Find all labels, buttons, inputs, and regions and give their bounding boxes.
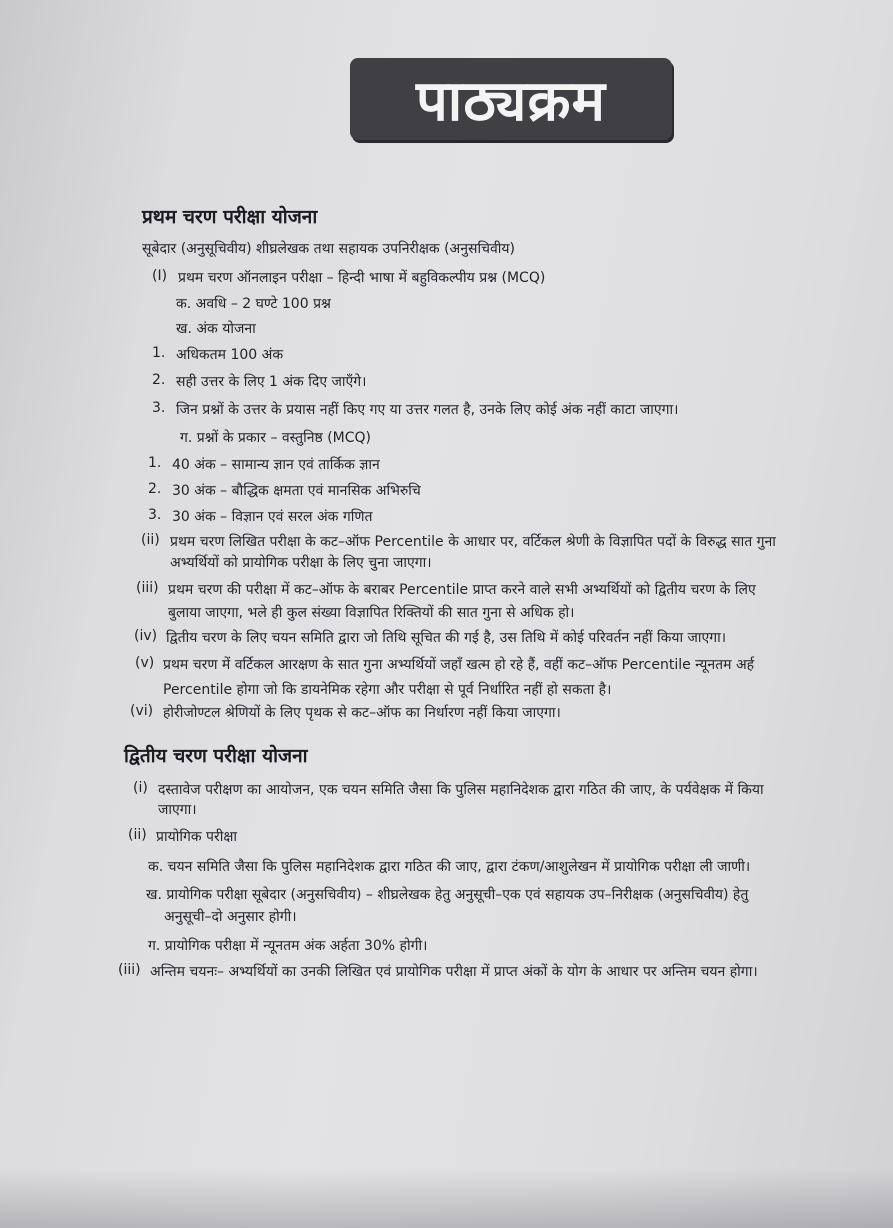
sub-item: ख. प्रायोगिक परीक्षा सूबेदार (अनुसचिवीय) – शीघ्रलेखक हेतु अनुसूची–एक एवं सहायक उप–निरीक्षक (अनुसचिवीय) हेतु (146, 887, 749, 903)
item-label: (vi) (130, 703, 154, 719)
section1-heading: प्रथम चरण परीक्षा योजना (142, 206, 318, 228)
list-number: 1. (152, 345, 166, 361)
list-item: 30 अंक – विज्ञान एवं सरल अंक गणित (172, 509, 373, 525)
list-item: अधिकतम 100 अंक (176, 347, 284, 363)
item-text: Percentile होगा जो कि डायनेमिक रहेगा और परीक्षा से पूर्व निर्धारित नहीं हो सकता है। (163, 682, 612, 698)
item-label: (v) (135, 655, 155, 671)
item-label: (iv) (134, 628, 158, 644)
title-banner (350, 58, 672, 140)
item-text: प्रथम चरण की परीक्षा में कट–ऑफ के बराबर Percentile प्राप्त करने वाले सभी अभ्यर्थियों को द्वितीय चरण के लिए (168, 582, 756, 598)
sub-item: ग. प्रश्नों के प्रकार – वस्तुनिष्ठ (MCQ) (180, 430, 371, 446)
item-text: प्रायोगिक परीक्षा (156, 829, 238, 845)
page-shadow (0, 1168, 893, 1228)
item-label: (ii) (141, 532, 160, 548)
item-label: (iii) (118, 962, 141, 978)
list-item: 30 अंक – बौद्धिक क्षमता एवं मानसिक अभिरुचि (172, 483, 421, 499)
list-number: 3. (148, 507, 162, 523)
item-text: अभ्यर्थियों को प्रायोगिक परीक्षा के लिए चुना जाएगा। (170, 555, 432, 571)
item-text: होरीजोण्टल श्रेणियों के लिए पृथक से कट–ऑफ का निर्धारण नहीं किया जाएगा। (163, 705, 561, 721)
item-text: जाएगा। (158, 802, 197, 818)
list-number: 3. (152, 400, 166, 416)
sub-item: अनुसूची–दो अनुसार होगी। (164, 909, 297, 925)
section1-subtitle: सूबेदार (अनुसूचिवीय) शीघ्रलेखक तथा सहायक उपनिरीक्षक (अनुसचिवीय) (142, 241, 515, 257)
item-label: (ii) (128, 827, 147, 843)
sub-item: ख. अंक योजना (176, 321, 256, 337)
item-text: प्रथम चरण में वर्टिकल आरक्षण के सात गुना अभ्यर्थियों जहाँ खत्म हो रहे हैं, वहीं कट–ऑफ Percentile न्यूनतम अर्ह (163, 657, 755, 673)
sub-item: ग. प्रायोगिक परीक्षा में न्यूनतम अंक अर्हता 30% होगी। (148, 938, 428, 954)
item-text: अन्तिम चयनः– अभ्यर्थियों का उनकी लिखित एवं प्रायोगिक परीक्षा में प्राप्त अंकों के योग के आधार पर अन्तिम चयन होगा। (150, 964, 758, 980)
item-text: प्रथम चरण लिखित परीक्षा के कट–ऑफ Percentile के आधार पर, वर्टिकल श्रेणी के विज्ञापित पदों के विरुद्ध सात गुना (170, 534, 776, 550)
sub-item: क. चयन समिति जैसा कि पुलिस महानिदेशक द्वारा गठित की जाए, द्वारा टंकण/आशुलेखन में प्रायोगिक परीक्षा ली जाणी। (148, 859, 751, 875)
item-label: (iii) (136, 580, 159, 596)
section2-heading: द्वितीय चरण परीक्षा योजना (124, 745, 308, 767)
list-item: जिन प्रश्नों के उत्तर के प्रयास नहीं किए गए या उत्तर गलत है, उनके लिए कोई अंक नहीं काटा जाएगा। (176, 402, 679, 418)
page-title: पाठ्यक्रम (415, 69, 607, 134)
list-number: 1. (148, 455, 162, 471)
list-item: 40 अंक – सामान्य ज्ञान एवं तार्किक ज्ञान (172, 457, 380, 473)
list-number: 2. (152, 372, 166, 388)
item-text: प्रथम चरण ऑनलाइन परीक्षा – हिन्दी भाषा में बहुविकल्पीय प्रश्न (MCQ) (178, 270, 546, 286)
sub-item: क. अवधि – 2 घण्टे 100 प्रश्न (176, 296, 331, 312)
item-text: बुलाया जाएगा, भले ही कुल संख्या विज्ञापित रिक्तियों की सात गुना से अधिक हो। (168, 605, 575, 621)
item-text: दस्तावेज परीक्षण का आयोजन, एक चयन समिति जैसा कि पुलिस महानिदेशक द्वारा गठित की जाए, के पर्यवेक्षक में किया (158, 782, 764, 798)
list-number: 2. (148, 481, 162, 497)
item-label: (i) (133, 780, 148, 796)
item-label: (I) (152, 268, 168, 284)
item-text: द्वितीय चरण के लिए चयन समिति द्वारा जो तिथि सूचित की गई है, उस तिथि में कोई परिवर्तन नहीं किया जाएगा। (166, 630, 727, 646)
list-item: सही उत्तर के लिए 1 अंक दिए जाएँगे। (176, 374, 367, 390)
